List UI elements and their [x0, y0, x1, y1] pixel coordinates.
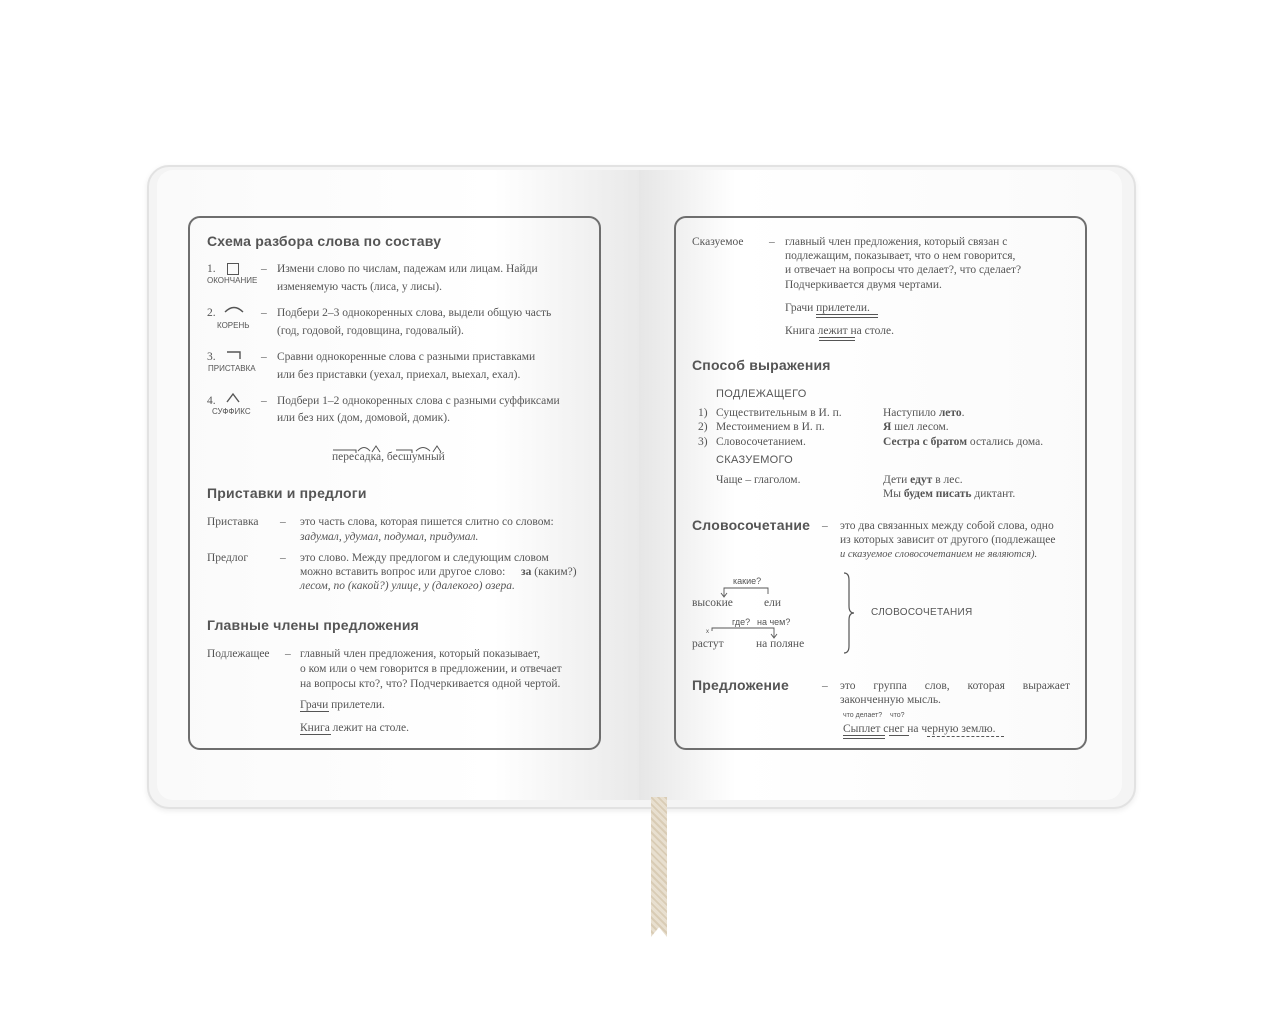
- predicate-double-underline: [819, 337, 855, 341]
- sentence-question: что делает?: [843, 712, 883, 719]
- diagram-word: высокие: [692, 597, 733, 609]
- predicate-definition: Подчеркивается двумя чертами.: [785, 279, 942, 291]
- diagram-word: ели: [764, 597, 781, 609]
- phrase-definition: из которых зависит от другого (подлежащее: [840, 534, 1056, 546]
- item-caption: КОРЕНЬ: [217, 321, 250, 330]
- main-members-title: Главные члены предложения: [207, 617, 420, 633]
- diagram-x-mark: х: [706, 629, 709, 635]
- item-text-line: изменяемую часть (лиса, у лисы).: [277, 281, 442, 293]
- preposition-dash: –: [280, 552, 286, 564]
- predicate-term: Сказуемое: [692, 236, 744, 248]
- brace-icon: [842, 572, 856, 654]
- predicate-double-underline: [816, 314, 878, 318]
- prefix-section-title: Приставки и предлоги: [207, 485, 367, 501]
- sentence-definition: законченную мысль.: [840, 694, 941, 706]
- preposition-definition: можно вставить вопрос или другое слово:: [300, 566, 506, 578]
- item-text-line: Подбери 1–2 однокоренных слова с разными суффиксами: [277, 395, 560, 407]
- item-text-line: или без приставки (уехал, приехал, выехал, ехал).: [277, 369, 521, 381]
- predicate-caps-label: СКАЗУЕМОГО: [716, 454, 794, 466]
- item-number: 4.: [207, 395, 216, 407]
- item-caption: ОКОНЧАНИЕ: [207, 276, 258, 285]
- subject-underline: [300, 734, 331, 735]
- prefix-definition: это часть слова, которая пишется слитно со словом:: [300, 516, 554, 528]
- item-dash: –: [261, 351, 267, 363]
- subject-caps-label: ПОДЛЕЖАЩЕГО: [716, 388, 807, 400]
- diagram-word: растут: [692, 638, 724, 650]
- item-text-line: или без них (дом, домовой, домик).: [277, 412, 450, 424]
- subject-example: Книга лежит на столе.: [300, 722, 409, 734]
- suffix-icon: [226, 393, 240, 403]
- subject-definition: главный член предложения, который показывает,: [300, 648, 541, 660]
- predicate-definition: подлежащим, показывает, что о нем говорится,: [785, 250, 1016, 262]
- prefix-examples: задумал, удумал, подумал, придумал.: [300, 531, 479, 543]
- phrase-title: Словосочетание: [692, 517, 811, 533]
- sentence-dash: –: [822, 680, 828, 692]
- predicate-example: Грачи прилетели.: [785, 302, 870, 314]
- example-words: пересадка, бесшумный: [332, 451, 445, 463]
- subject-definition: о ком или о чем говорится в предложении, и отвечает: [300, 663, 562, 675]
- row-number: 1): [698, 407, 708, 419]
- subject-term: Подлежащее: [207, 648, 270, 660]
- prefix-term: Приставка: [207, 516, 259, 528]
- item-caption: ПРИСТАВКА: [208, 364, 256, 373]
- sentence-title: Предложение: [692, 677, 789, 693]
- row-method: Местоимением в И. п.: [716, 421, 825, 433]
- item-dash: –: [261, 395, 267, 407]
- item-dash: –: [261, 307, 267, 319]
- modifier-underline: [927, 736, 1004, 737]
- row-example: Я шел лесом.: [883, 421, 949, 433]
- item-number: 2.: [207, 307, 216, 319]
- bookmark-ribbon[interactable]: [651, 797, 667, 937]
- diagram-question: где?: [732, 617, 751, 627]
- preposition-definition: это слово. Между предлогом и следующим словом: [300, 552, 549, 564]
- subject-example: Грачи прилетели.: [300, 699, 385, 711]
- predicate-example: Мы будем писать диктант.: [883, 488, 1016, 500]
- item-text-line: Измени слово по числам, падежам или лицам. Найди: [277, 263, 538, 275]
- sentence-definition: это группа слов, которая выражает: [840, 680, 1070, 692]
- predicate-dash: –: [769, 236, 775, 248]
- phrase-definition: это два связанных между собой слова, одно: [840, 520, 1054, 532]
- row-example: Наступило лето.: [883, 407, 965, 419]
- predicate-example: Дети едут в лес.: [883, 474, 963, 486]
- ending-icon: [227, 263, 239, 275]
- sentence-example: Сыплет снег на черную землю.: [843, 723, 996, 735]
- sentence-question: что?: [890, 712, 905, 719]
- diagram-word: на поляне: [756, 638, 805, 650]
- phrase-definition: и сказуемое словосочетанием не являются).: [840, 549, 1038, 560]
- row-number: 3): [698, 436, 708, 448]
- predicate-double-underline: [843, 735, 885, 739]
- subject-dash: –: [285, 648, 291, 660]
- item-text-line: Подбери 2–3 однокоренных слова, выдели общую часть: [277, 307, 552, 319]
- prefix-icon: [226, 351, 242, 360]
- row-method: Существительным в И. п.: [716, 407, 842, 419]
- phrase-dash: –: [822, 520, 828, 532]
- predicate-method: Чаще – глаголом.: [716, 474, 801, 486]
- morph-analysis-title: Схема разбора слова по составу: [207, 233, 442, 249]
- diagram-question: на чем?: [757, 617, 791, 627]
- predicate-definition: и отвечает на вопросы что делает?, что сделает?: [785, 264, 1022, 276]
- predicate-definition: главный член предложения, который связан с: [785, 236, 1008, 248]
- subject-underline: [300, 711, 329, 712]
- item-caption: СУФФИКС: [212, 407, 251, 416]
- item-text-line: (год, годовой, годовщина, годовалый).: [277, 325, 464, 337]
- preposition-term: Предлог: [207, 552, 249, 564]
- item-number: 1.: [207, 263, 216, 275]
- item-dash: –: [261, 263, 267, 275]
- expression-title: Способ выражения: [692, 357, 831, 373]
- row-method: Словосочетанием.: [716, 436, 806, 448]
- row-number: 2): [698, 421, 708, 433]
- root-icon: [223, 305, 245, 313]
- brace-label: СЛОВОСОЧЕТАНИЯ: [871, 607, 973, 618]
- diagram-question: какие?: [733, 576, 762, 586]
- preposition-examples: лесом, по (какой?) улице, у (далекого) озера.: [300, 580, 515, 592]
- item-text-line: Сравни однокоренные слова с разными приставками: [277, 351, 536, 363]
- preposition-example-start: за (каким?): [521, 566, 577, 578]
- subject-underline: [889, 735, 909, 736]
- subject-definition: на вопросы кто?, что? Подчеркивается одной чертой.: [300, 678, 561, 690]
- predicate-example: Книга лежит на столе.: [785, 325, 894, 337]
- item-number: 3.: [207, 351, 216, 363]
- prefix-dash: –: [280, 516, 286, 528]
- row-example: Сестра с братом остались дома.: [883, 436, 1044, 448]
